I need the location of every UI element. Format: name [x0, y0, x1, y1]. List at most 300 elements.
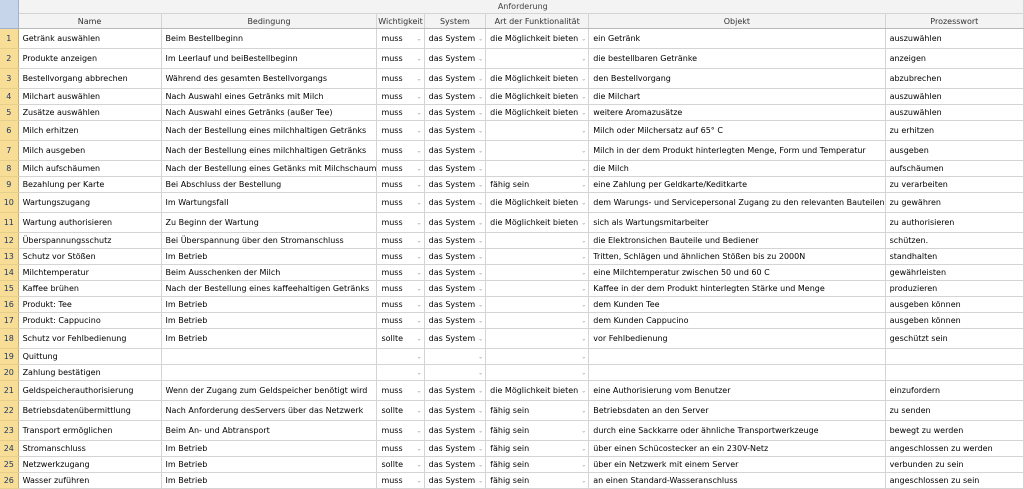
cell-wich[interactable] [377, 457, 424, 473]
cell-proz[interactable]: gewährleisten [885, 265, 1023, 281]
cell-obj[interactable]: Milch in der dem Produkt hinterlegten Menge, Form und Temperatur [589, 141, 885, 161]
dropdown-arrow-icon[interactable]: ⌄ [416, 147, 422, 154]
dropdown-arrow-icon[interactable]: ⌄ [416, 353, 422, 360]
cell-name[interactable]: Milch erhitzen [18, 121, 161, 141]
row-number[interactable]: 2 [0, 49, 18, 69]
dropdown-arrow-icon[interactable]: ⌄ [581, 445, 587, 452]
cell-bed[interactable]: Im Betrieb [161, 297, 377, 313]
cell-obj[interactable]: Kaffee in der dem Produkt hinterlegten Stärke und Menge [589, 281, 885, 297]
cell-wich[interactable] [377, 121, 424, 141]
cell-wich[interactable] [377, 141, 424, 161]
column-header-art[interactable]: Art der Funktionalität [486, 14, 589, 29]
cell-name[interactable]: Bestellvorgang abbrechen [18, 69, 161, 89]
dropdown-arrow-icon[interactable]: ⌄ [416, 477, 422, 484]
cell-art[interactable] [486, 249, 589, 265]
cell-name[interactable]: Transport ermöglichen [18, 421, 161, 441]
cell-art[interactable] [486, 49, 589, 69]
dropdown-arrow-icon[interactable]: ⌄ [416, 219, 422, 226]
cell-wich[interactable] [377, 105, 424, 121]
cell-bed[interactable]: Im Betrieb [161, 249, 377, 265]
cell-proz[interactable]: zu senden [885, 401, 1023, 421]
dropdown-arrow-icon[interactable]: ⌄ [416, 199, 422, 206]
cell-name[interactable]: Milchart auswählen [18, 89, 161, 105]
cell-sys[interactable] [424, 161, 486, 177]
cell-bed[interactable]: Zu Beginn der Wartung [161, 213, 377, 233]
dropdown-arrow-icon[interactable]: ⌄ [478, 477, 484, 484]
cell-sys[interactable] [424, 381, 486, 401]
dropdown-arrow-icon[interactable]: ⌄ [581, 93, 587, 100]
dropdown-arrow-icon[interactable]: ⌄ [581, 285, 587, 292]
cell-art[interactable] [486, 105, 589, 121]
cell-wich[interactable] [377, 281, 424, 297]
dropdown-arrow-icon[interactable]: ⌄ [478, 407, 484, 414]
cell-obj[interactable]: an einen Standard-Wasseranschluss [589, 473, 885, 489]
cell-sys[interactable] [424, 177, 486, 193]
dropdown-arrow-icon[interactable]: ⌄ [581, 55, 587, 62]
cell-wich[interactable] [377, 329, 424, 349]
cell-sys[interactable] [424, 349, 486, 365]
dropdown-arrow-icon[interactable]: ⌄ [416, 181, 422, 188]
cell-wich[interactable] [377, 213, 424, 233]
column-header-prozesswort[interactable]: Prozesswort [885, 14, 1023, 29]
dropdown-arrow-icon[interactable]: ⌄ [478, 301, 484, 308]
cell-art[interactable] [486, 29, 589, 49]
row-number[interactable]: 26 [0, 473, 18, 489]
dropdown-arrow-icon[interactable]: ⌄ [416, 301, 422, 308]
row-number[interactable]: 1 [0, 29, 18, 49]
dropdown-arrow-icon[interactable]: ⌄ [478, 285, 484, 292]
cell-wich[interactable] [377, 193, 424, 213]
cell-name[interactable]: Kaffee brühen [18, 281, 161, 297]
cell-name[interactable]: Schutz vor Fehlbedienung [18, 329, 161, 349]
cell-obj[interactable] [589, 349, 885, 365]
cell-art[interactable] [486, 441, 589, 457]
cell-obj[interactable]: Betriebsdaten an den Server [589, 401, 885, 421]
cell-bed[interactable]: Nach der Bestellung eines milchhaltigen Getränks [161, 121, 377, 141]
cell-proz[interactable] [885, 349, 1023, 365]
cell-art[interactable] [486, 193, 589, 213]
dropdown-arrow-icon[interactable]: ⌄ [581, 147, 587, 154]
cell-obj[interactable]: eine Milchtemperatur zwischen 50 und 60 C [589, 265, 885, 281]
cell-bed[interactable]: Im Betrieb [161, 457, 377, 473]
dropdown-arrow-icon[interactable]: ⌄ [416, 55, 422, 62]
cell-sys[interactable] [424, 49, 486, 69]
cell-bed[interactable]: Wenn der Zugang zum Geldspeicher benötigt wird [161, 381, 377, 401]
cell-proz[interactable]: aufschäumen [885, 161, 1023, 177]
cell-wich[interactable] [377, 233, 424, 249]
cell-sys[interactable] [424, 249, 486, 265]
cell-sys[interactable] [424, 365, 486, 381]
cell-sys[interactable] [424, 89, 486, 105]
row-number[interactable]: 18 [0, 329, 18, 349]
column-header-wichtigkeit[interactable]: Wichtigkeit [377, 14, 424, 29]
column-header-bedingung[interactable]: Bedingung [161, 14, 377, 29]
cell-proz[interactable]: verbunden zu sein [885, 457, 1023, 473]
cell-sys[interactable] [424, 421, 486, 441]
cell-wich[interactable] [377, 249, 424, 265]
dropdown-arrow-icon[interactable]: ⌄ [416, 109, 422, 116]
dropdown-arrow-icon[interactable]: ⌄ [581, 427, 587, 434]
cell-art[interactable] [486, 329, 589, 349]
row-number[interactable]: 16 [0, 297, 18, 313]
cell-name[interactable]: Produkt: Cappucino [18, 313, 161, 329]
cell-wich[interactable] [377, 161, 424, 177]
cell-bed[interactable]: Nach Auswahl eines Getränks (außer Tee) [161, 105, 377, 121]
cell-obj[interactable]: eine Authorisierung vom Benutzer [589, 381, 885, 401]
cell-bed[interactable]: Bei Abschluss der Bestellung [161, 177, 377, 193]
dropdown-arrow-icon[interactable]: ⌄ [478, 461, 484, 468]
cell-art[interactable] [486, 213, 589, 233]
cell-sys[interactable] [424, 105, 486, 121]
cell-name[interactable]: Milchtemperatur [18, 265, 161, 281]
cell-value: die Möglichkeit bieten [490, 198, 579, 207]
cell-obj[interactable]: über einen Schücostecker an ein 230V-Netz [589, 441, 885, 457]
cell-wich[interactable] [377, 265, 424, 281]
dropdown-arrow-icon[interactable]: ⌄ [581, 219, 587, 226]
cell-wich[interactable] [377, 69, 424, 89]
dropdown-arrow-icon[interactable]: ⌄ [478, 181, 484, 188]
cell-name[interactable]: Quittung [18, 349, 161, 365]
row-number[interactable]: 12 [0, 233, 18, 249]
dropdown-arrow-icon[interactable]: ⌄ [478, 109, 484, 116]
cell-wich[interactable] [377, 381, 424, 401]
cell-value: muss [381, 54, 403, 63]
dropdown-arrow-icon[interactable]: ⌄ [478, 253, 484, 260]
dropdown-arrow-icon[interactable]: ⌄ [581, 127, 587, 134]
dropdown-arrow-icon[interactable]: ⌄ [416, 369, 422, 376]
cell-name[interactable]: Produkt: Tee [18, 297, 161, 313]
cell-sys[interactable] [424, 313, 486, 329]
cell-name[interactable]: Geldspeicherauthorisierung [18, 381, 161, 401]
cell-obj[interactable]: vor Fehlbedienung [589, 329, 885, 349]
row-number[interactable]: 24 [0, 441, 18, 457]
cell-name[interactable]: Wartungszugang [18, 193, 161, 213]
cell-value: muss [381, 164, 403, 173]
cell-bed[interactable]: Im Betrieb [161, 329, 377, 349]
dropdown-arrow-icon[interactable]: ⌄ [478, 199, 484, 206]
cell-bed[interactable]: Nach der Bestellung eines kaffeehaltigen Getränks [161, 281, 377, 297]
dropdown-arrow-icon[interactable]: ⌄ [478, 269, 484, 276]
dropdown-arrow-icon[interactable]: ⌄ [416, 317, 422, 324]
row-number[interactable]: 3 [0, 69, 18, 89]
dropdown-arrow-icon[interactable]: ⌄ [416, 165, 422, 172]
cell-art[interactable] [486, 381, 589, 401]
dropdown-arrow-icon[interactable]: ⌄ [581, 269, 587, 276]
cell-sys[interactable] [424, 121, 486, 141]
cell-obj[interactable]: die Elektronsichen Bauteile und Bediener [589, 233, 885, 249]
cell-bed[interactable]: Während des gesamten Bestellvorgangs [161, 69, 377, 89]
cell-art[interactable] [486, 297, 589, 313]
column-header-system[interactable]: System [424, 14, 486, 29]
dropdown-arrow-icon[interactable]: ⌄ [478, 75, 484, 82]
dropdown-arrow-icon[interactable]: ⌄ [478, 353, 484, 360]
cell-sys[interactable] [424, 213, 486, 233]
dropdown-arrow-icon[interactable]: ⌄ [581, 237, 587, 244]
dropdown-arrow-icon[interactable]: ⌄ [581, 165, 587, 172]
cell-bed[interactable]: Beim An- und Abtransport [161, 421, 377, 441]
row-number[interactable]: 20 [0, 365, 18, 381]
cell-wich[interactable] [377, 421, 424, 441]
dropdown-arrow-icon[interactable]: ⌄ [416, 461, 422, 468]
row-number[interactable]: 4 [0, 89, 18, 105]
cell-sys[interactable] [424, 233, 486, 249]
cell-sys[interactable] [424, 265, 486, 281]
cell-art[interactable] [486, 457, 589, 473]
cell-name[interactable]: Milch aufschäumen [18, 161, 161, 177]
row-number[interactable]: 8 [0, 161, 18, 177]
dropdown-arrow-icon[interactable]: ⌄ [478, 147, 484, 154]
cell-name[interactable]: Überspannungsschutz [18, 233, 161, 249]
row-number[interactable]: 23 [0, 421, 18, 441]
cell-obj[interactable]: über ein Netzwerk mit einem Server [589, 457, 885, 473]
cell-proz[interactable]: zu gewähren [885, 193, 1023, 213]
dropdown-arrow-icon[interactable]: ⌄ [478, 93, 484, 100]
dropdown-arrow-icon[interactable]: ⌄ [478, 317, 484, 324]
select-all-corner[interactable] [0, 0, 18, 29]
cell-obj[interactable]: dem Kunden Tee [589, 297, 885, 313]
cell-wich[interactable] [377, 49, 424, 69]
cell-name[interactable]: Zahlung bestätigen [18, 365, 161, 381]
cell-bed[interactable]: Nach Anforderung desServers über das Netzwerk [161, 401, 377, 421]
cell-wich[interactable] [377, 349, 424, 365]
cell-obj[interactable]: den Bestellvorgang [589, 69, 885, 89]
dropdown-arrow-icon[interactable]: ⌄ [478, 35, 484, 42]
cell-name[interactable]: Wasser zuführen [18, 473, 161, 489]
cell-proz[interactable]: geschützt sein [885, 329, 1023, 349]
cell-wich[interactable] [377, 177, 424, 193]
cell-art[interactable] [486, 161, 589, 177]
cell-wich[interactable] [377, 365, 424, 381]
cell-proz[interactable]: zu authorisieren [885, 213, 1023, 233]
dropdown-arrow-icon[interactable]: ⌄ [581, 317, 587, 324]
cell-value: die Möglichkeit bieten [490, 34, 579, 43]
column-header-name[interactable]: Name [18, 14, 161, 29]
dropdown-arrow-icon[interactable]: ⌄ [478, 165, 484, 172]
dropdown-arrow-icon[interactable]: ⌄ [478, 427, 484, 434]
row-number[interactable]: 9 [0, 177, 18, 193]
cell-name[interactable]: Schutz vor Stößen [18, 249, 161, 265]
cell-sys[interactable] [424, 297, 486, 313]
dropdown-arrow-icon[interactable]: ⌄ [581, 353, 587, 360]
dropdown-arrow-icon[interactable]: ⌄ [416, 127, 422, 134]
cell-value: fähig sein [490, 476, 530, 485]
cell-sys[interactable] [424, 281, 486, 297]
dropdown-arrow-icon[interactable]: ⌄ [581, 199, 587, 206]
cell-wich[interactable] [377, 297, 424, 313]
cell-art[interactable] [486, 69, 589, 89]
cell-proz[interactable]: ausgeben können [885, 313, 1023, 329]
cell-art[interactable] [486, 265, 589, 281]
cell-name[interactable]: Milch ausgeben [18, 141, 161, 161]
cell-obj[interactable]: Tritten, Schlägen und ähnlichen Stößen bis zu 2000N [589, 249, 885, 265]
cell-bed[interactable]: Nach der Bestellung eines Getänks mit Milchschaum [161, 161, 377, 177]
dropdown-arrow-icon[interactable]: ⌄ [581, 181, 587, 188]
cell-wich[interactable] [377, 313, 424, 329]
dropdown-arrow-icon[interactable]: ⌄ [416, 269, 422, 276]
cell-sys[interactable] [424, 441, 486, 457]
cell-bed[interactable]: Im Betrieb [161, 441, 377, 457]
cell-art[interactable] [486, 141, 589, 161]
cell-proz[interactable]: bewegt zu werden [885, 421, 1023, 441]
cell-art[interactable] [486, 121, 589, 141]
dropdown-arrow-icon[interactable]: ⌄ [478, 127, 484, 134]
dropdown-arrow-icon[interactable]: ⌄ [416, 445, 422, 452]
cell-wich[interactable] [377, 401, 424, 421]
cell-sys[interactable] [424, 329, 486, 349]
cell-value: muss [381, 92, 403, 101]
cell-art[interactable] [486, 233, 589, 249]
cell-obj[interactable]: die Milchart [589, 89, 885, 105]
cell-proz[interactable]: angeschlossen zu werden [885, 441, 1023, 457]
cell-name[interactable]: Stromanschluss [18, 441, 161, 457]
cell-proz[interactable]: einzufordern [885, 381, 1023, 401]
cell-art[interactable] [486, 281, 589, 297]
cell-sys[interactable] [424, 69, 486, 89]
cell-proz[interactable]: zu erhitzen [885, 121, 1023, 141]
cell-proz[interactable] [885, 365, 1023, 381]
cell-art[interactable] [486, 177, 589, 193]
cell-bed[interactable] [161, 365, 377, 381]
cell-proz[interactable]: standhalten [885, 249, 1023, 265]
cell-proz[interactable]: auszuwählen [885, 89, 1023, 105]
cell-bed[interactable]: Im Betrieb [161, 313, 377, 329]
cell-sys[interactable] [424, 193, 486, 213]
dropdown-arrow-icon[interactable]: ⌄ [416, 93, 422, 100]
cell-bed[interactable]: Beim Bestellbeginn [161, 29, 377, 49]
dropdown-arrow-icon[interactable]: ⌄ [581, 387, 587, 394]
dropdown-arrow-icon[interactable]: ⌄ [416, 253, 422, 260]
cell-name[interactable]: Betriebsdatenübermittlung [18, 401, 161, 421]
cell-art[interactable] [486, 365, 589, 381]
row-number[interactable]: 22 [0, 401, 18, 421]
dropdown-arrow-icon[interactable]: ⌄ [581, 75, 587, 82]
cell-art[interactable] [486, 421, 589, 441]
cell-obj[interactable]: dem Kunden Cappucino [589, 313, 885, 329]
cell-bed[interactable]: Im Betrieb [161, 473, 377, 489]
cell-bed[interactable]: Im Leerlauf und beiBestellbeginn [161, 49, 377, 69]
cell-sys[interactable] [424, 29, 486, 49]
row-number[interactable]: 5 [0, 105, 18, 121]
row-number[interactable]: 21 [0, 381, 18, 401]
dropdown-arrow-icon[interactable]: ⌄ [478, 237, 484, 244]
cell-name[interactable]: Wartung authorisieren [18, 213, 161, 233]
row-number[interactable]: 17 [0, 313, 18, 329]
cell-proz[interactable]: zu verarbeiten [885, 177, 1023, 193]
row-number[interactable]: 14 [0, 265, 18, 281]
dropdown-arrow-icon[interactable]: ⌄ [478, 369, 484, 376]
dropdown-arrow-icon[interactable]: ⌄ [416, 407, 422, 414]
dropdown-arrow-icon[interactable]: ⌄ [416, 387, 422, 394]
cell-obj[interactable]: weitere Aromazusätze [589, 105, 885, 121]
row-number[interactable]: 15 [0, 281, 18, 297]
cell-name[interactable]: Getränk auswählen [18, 29, 161, 49]
row-number[interactable]: 19 [0, 349, 18, 365]
cell-art[interactable] [486, 349, 589, 365]
cell-art[interactable] [486, 401, 589, 421]
cell-bed[interactable] [161, 349, 377, 365]
dropdown-arrow-icon[interactable]: ⌄ [478, 55, 484, 62]
cell-bed[interactable]: Nach Auswahl eines Getränks mit Milch [161, 89, 377, 105]
cell-proz[interactable]: auszuwählen [885, 105, 1023, 121]
cell-obj[interactable]: durch eine Sackkarre oder ähnliche Transportwerkzeuge [589, 421, 885, 441]
dropdown-arrow-icon[interactable]: ⌄ [416, 335, 422, 342]
cell-proz[interactable]: schützen. [885, 233, 1023, 249]
dropdown-arrow-icon[interactable]: ⌄ [581, 301, 587, 308]
cell-obj[interactable]: eine Zahlung per Geldkarte/Keditkarte [589, 177, 885, 193]
cell-proz[interactable]: auszuwählen [885, 29, 1023, 49]
cell-proz[interactable]: anzeigen [885, 49, 1023, 69]
dropdown-arrow-icon[interactable]: ⌄ [416, 427, 422, 434]
cell-name[interactable]: Zusätze auswählen [18, 105, 161, 121]
cell-wich[interactable] [377, 89, 424, 105]
cell-name[interactable]: Produkte anzeigen [18, 49, 161, 69]
cell-proz[interactable]: angeschlossen zu sein [885, 473, 1023, 489]
cell-art[interactable] [486, 473, 589, 489]
cell-sys[interactable] [424, 457, 486, 473]
cell-proz[interactable]: abzubrechen [885, 69, 1023, 89]
cell-bed[interactable]: Nach der Bestellung eines milchhaltigen Getränks [161, 141, 377, 161]
column-header-objekt[interactable]: Objekt [589, 14, 885, 29]
cell-name[interactable]: Netzwerkzugang [18, 457, 161, 473]
cell-proz[interactable]: ausgeben [885, 141, 1023, 161]
dropdown-arrow-icon[interactable]: ⌄ [581, 253, 587, 260]
row-number[interactable]: 13 [0, 249, 18, 265]
row-number[interactable]: 11 [0, 213, 18, 233]
dropdown-arrow-icon[interactable]: ⌄ [581, 461, 587, 468]
cell-bed[interactable]: Im Wartungsfall [161, 193, 377, 213]
dropdown-arrow-icon[interactable]: ⌄ [416, 35, 422, 42]
cell-name[interactable]: Bezahlung per Karte [18, 177, 161, 193]
cell-bed[interactable]: Beim Ausschenken der Milch [161, 265, 377, 281]
dropdown-arrow-icon[interactable]: ⌄ [478, 219, 484, 226]
dropdown-arrow-icon[interactable]: ⌄ [581, 477, 587, 484]
cell-art[interactable] [486, 89, 589, 105]
dropdown-arrow-icon[interactable]: ⌄ [581, 407, 587, 414]
cell-obj[interactable]: die bestellbaren Getränke [589, 49, 885, 69]
cell-sys[interactable] [424, 401, 486, 421]
row-number[interactable]: 6 [0, 121, 18, 141]
dropdown-arrow-icon[interactable]: ⌄ [478, 387, 484, 394]
dropdown-arrow-icon[interactable]: ⌄ [416, 75, 422, 82]
cell-sys[interactable] [424, 141, 486, 161]
cell-obj[interactable]: ein Getränk [589, 29, 885, 49]
row-number[interactable]: 7 [0, 141, 18, 161]
cell-wich[interactable] [377, 29, 424, 49]
cell-art[interactable] [486, 313, 589, 329]
cell-proz[interactable]: ausgeben können [885, 297, 1023, 313]
dropdown-arrow-icon[interactable]: ⌄ [581, 109, 587, 116]
cell-sys[interactable] [424, 473, 486, 489]
dropdown-arrow-icon[interactable]: ⌄ [416, 285, 422, 292]
cell-proz[interactable]: produzieren [885, 281, 1023, 297]
dropdown-arrow-icon[interactable]: ⌄ [581, 335, 587, 342]
dropdown-arrow-icon[interactable]: ⌄ [581, 369, 587, 376]
cell-obj[interactable]: Milch oder Milchersatz auf 65° C [589, 121, 885, 141]
cell-obj[interactable]: dem Warungs- und Servicepersonal Zugang zu den relevanten Bauteilen [589, 193, 885, 213]
dropdown-arrow-icon[interactable]: ⌄ [478, 445, 484, 452]
dropdown-arrow-icon[interactable]: ⌄ [416, 237, 422, 244]
cell-obj[interactable]: die Milch [589, 161, 885, 177]
cell-bed[interactable]: Bei Überspannung über den Stromanschluss [161, 233, 377, 249]
row-number[interactable]: 25 [0, 457, 18, 473]
row-number[interactable]: 10 [0, 193, 18, 213]
dropdown-arrow-icon[interactable]: ⌄ [581, 35, 587, 42]
cell-wich[interactable] [377, 441, 424, 457]
cell-wich[interactable] [377, 473, 424, 489]
cell-obj[interactable]: sich als Wartungsmitarbeiter [589, 213, 885, 233]
dropdown-arrow-icon[interactable]: ⌄ [478, 335, 484, 342]
cell-obj[interactable] [589, 365, 885, 381]
